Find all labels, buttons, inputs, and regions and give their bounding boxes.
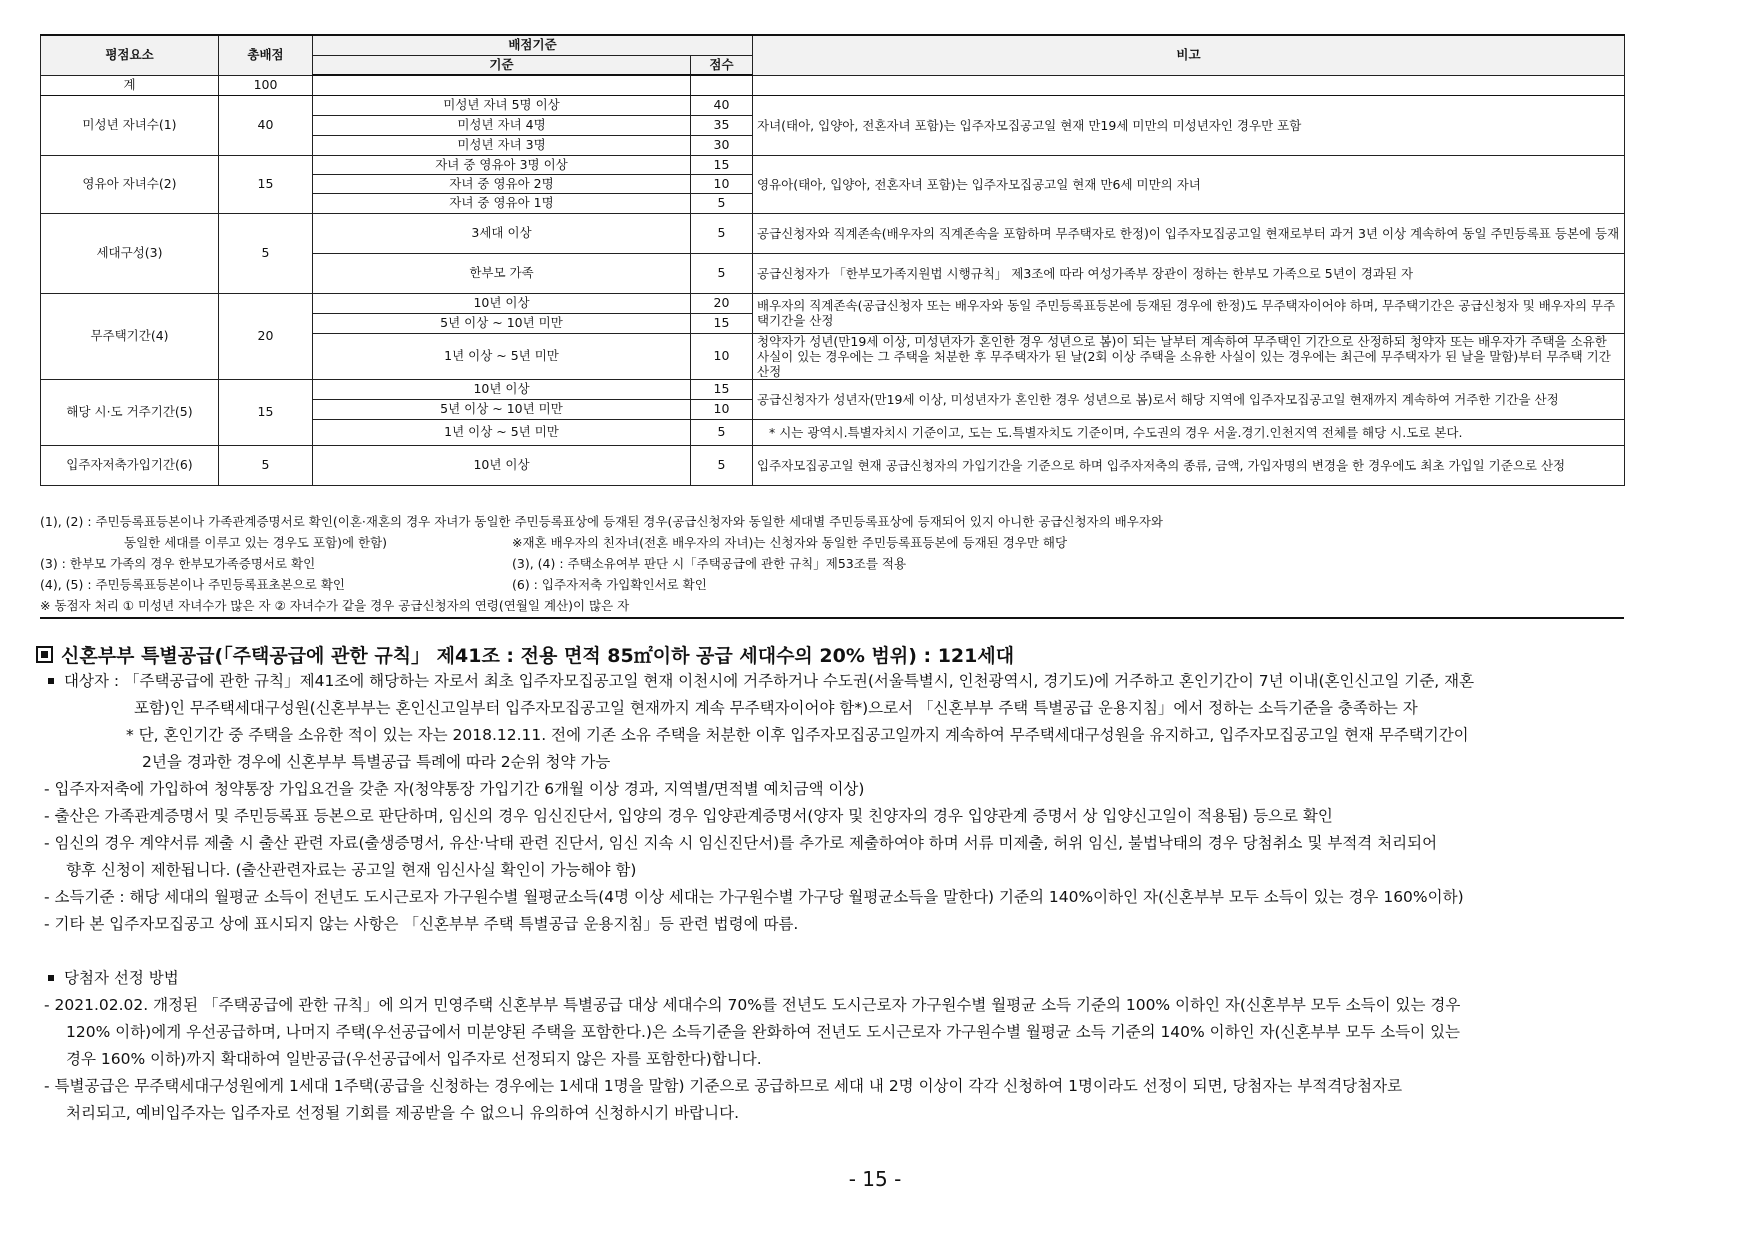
criteria-cell: 10년 이상 — [313, 445, 691, 485]
bullet-birth: - 출산은 가족관계증명서 및 주민등록표 등본으로 판단하며, 임신의 경우 임신진단서, 입양의 경우 입양관계증명서(양자 및 친양자의 경우 입양관계 증명서 상 입양신고일이 적용됨) 등으로 확인 — [44, 807, 1333, 825]
factor-total: 40 — [219, 95, 313, 155]
bullet-savings: - 입주자저축에 가입하여 청약통장 가입요건을 갖춘 자(청약통장 가입기간 6개월 이상 경과, 지역별/면적별 예치금액 이상) — [44, 780, 865, 798]
remark-cell: 자녀(태아, 입양아, 전혼자녀 포함)는 입주자모집공고일 현재 만19세 미만의 미성년자인 경우만 포함 — [753, 95, 1625, 155]
winner-title: 당첨자 선정 방법 — [44, 965, 1684, 992]
remark-cell: 입주자모집공고일 현재 공급신청자의 가입기간을 기준으로 하며 입주자저축의 종류, 금액, 가입자명의 변경을 한 경우에도 최초 가입일 기준으로 산정 — [753, 445, 1625, 485]
total-value: 100 — [219, 75, 313, 95]
footnote-line: (4), (5) : 주민등록표등본이나 주민등록표초본으로 확인 — [40, 577, 345, 592]
factor-cell: 세대구성(3) — [41, 213, 219, 293]
criteria-cell: 1년 이상 ~ 5년 미만 — [313, 419, 691, 445]
criteria-cell: 자녀 중 영유아 2명 — [313, 174, 691, 193]
header-remarks: 비고 — [753, 35, 1625, 75]
header-factor: 평점요소 — [41, 35, 219, 75]
winner-bullet-1-cont: 120% 이하)에게 우선공급하며, 나머지 주택(우선공급에서 미분양된 주택을 포함한다.)은 소득기준을 완화하여 전년도 도시근로자 가구원수별 월평균 소득 기준의 140% 이하인 자(신혼부부 모두 소득이 있는 — [66, 1023, 1461, 1041]
total-label: 계 — [41, 75, 219, 95]
score-cell: 15 — [691, 313, 753, 333]
score-cell: 20 — [691, 293, 753, 313]
factor-cell: 무주택기간(4) — [41, 293, 219, 379]
criteria-cell: 미성년 자녀 4명 — [313, 115, 691, 135]
score-cell: 15 — [691, 155, 753, 174]
factor-cell: 미성년 자녀수(1) — [41, 95, 219, 155]
winner-bullet-2: - 특별공급은 무주택세대구성원에게 1세대 1주택(공급을 신청하는 경우에는 1세대 1명을 말함) 기준으로 공급하므로 세대 내 2명 이상이 각각 신청하여 1명이라도 선정이 되면, 당첨자는 부적격당첨자로 — [44, 1077, 1403, 1095]
remark-cell: * 시는 광역시.특별자치시 기준이고, 도는 도.특별자치도 기준이며, 수도권의 경우 서울.경기.인천지역 전체를 해당 시.도로 본다. — [753, 419, 1625, 445]
footnote-line: (1), (2) : 주민등록표등본이나 가족관계증명서로 확인(이혼·재혼의 경우 자녀가 동일한 주민등록표상에 등재된 경우(공급신청자와 동일한 세대별 주민등록표상에 등재되어 있지 아니한 공급신청자의 배우자와 — [40, 514, 1163, 529]
footnote-line: (3) : 한부모 가족의 경우 한부모가족증명서로 확인 — [40, 556, 316, 571]
criteria-cell: 자녀 중 영유아 3명 이상 — [313, 155, 691, 174]
criteria-cell: 3세대 이상 — [313, 213, 691, 253]
header-score: 점수 — [691, 55, 753, 75]
score-cell: 10 — [691, 333, 753, 379]
header-criteria-group: 배점기준 — [313, 35, 753, 55]
criteria-cell: 10년 이상 — [313, 379, 691, 399]
score-cell: 5 — [691, 213, 753, 253]
criteria-cell: 5년 이상 ~ 10년 미만 — [313, 399, 691, 419]
bullet-other: - 기타 본 입주자모집공고 상에 표시되지 않는 사항은 「신혼부부 주택 특별공급 운용지침」등 관련 법령에 따름. — [44, 915, 799, 933]
target-line-1: 대상자 : 「주택공급에 관한 규칙」제41조에 해당하는 자로서 최초 입주자모집공고일 현재 이천시에 거주하거나 수도권(서울특별시, 인천광역시, 경기도)에 거주하고 혼인기간이 7년 이내(혼인신고일 기준, 재혼 — [44, 668, 1684, 695]
criteria-cell: 5년 이상 ~ 10년 미만 — [313, 313, 691, 333]
criteria-cell: 한부모 가족 — [313, 253, 691, 293]
factor-total: 20 — [219, 293, 313, 379]
criteria-cell: 1년 이상 ~ 5년 미만 — [313, 333, 691, 379]
factor-total: 15 — [219, 155, 313, 213]
footnote-line: (6) : 입주자저축 가입확인서로 확인 — [512, 577, 707, 592]
score-cell: 5 — [691, 193, 753, 213]
small-square-bullet-icon — [48, 975, 54, 981]
score-cell: 40 — [691, 95, 753, 115]
winner-bullet-1-cont: 경우 160% 이하)까지 확대하여 일반공급(우선공급에서 입주자로 선정되지 않은 자를 포함한다)합니다. — [66, 1050, 762, 1068]
score-cell: 5 — [691, 419, 753, 445]
score-cell: 5 — [691, 253, 753, 293]
score-cell: 5 — [691, 445, 753, 485]
target-line-3: * 단, 혼인기간 중 주택을 소유한 적이 있는 자는 2018.12.11. 전에 기존 소유 주택을 처분한 이후 입주자모집공고일까지 계속하여 무주택세대구성원을 유지하고, 입주자모집공고일 현재 무주택기간이 — [126, 726, 1469, 744]
factor-cell: 입주자저축가입기간(6) — [41, 445, 219, 485]
score-cell: 30 — [691, 135, 753, 155]
footnote-line: ※재혼 배우자의 친자녀(전혼 배우자의 자녀)는 신청자와 동일한 주민등록표등본에 등재된 경우만 해당 — [512, 535, 1068, 550]
criteria-cell: 10년 이상 — [313, 293, 691, 313]
scoring-table — [40, 34, 1625, 486]
factor-total: 5 — [219, 445, 313, 485]
target-line-4: 2년을 경과한 경우에 신혼부부 특별공급 특례에 따라 2순위 청약 가능 — [142, 753, 611, 771]
remark-cell: 배우자의 직계존속(공급신청자 또는 배우자와 동일 주민등록표등본에 등재된 경우에 한정)도 무주택자이어야 하며, 무주택기간은 공급신청자 및 배우자의 무주택기간을 산정 — [753, 293, 1625, 333]
criteria-cell: 자녀 중 영유아 1명 — [313, 193, 691, 213]
remark-cell: 영유아(태아, 입양아, 전혼자녀 포함)는 입주자모집공고일 현재 만6세 미만의 자녀 — [753, 155, 1625, 213]
bullet-income: - 소득기준 : 해당 세대의 월평균 소득이 전년도 도시근로자 가구원수별 월평균소득(4명 이상 세대는 가구원수별 가구당 월평균소득을 말한다) 기준의 140%이하인 자(신혼부부 모두 소득이 있는 경우 160%이하) — [44, 888, 1464, 906]
header-total: 총배점 — [219, 35, 313, 75]
winner-bullet-2-cont: 처리되고, 예비입주자는 입주자로 선정될 기회를 제공받을 수 없으니 유의하여 신청하시기 바랍니다. — [66, 1104, 740, 1122]
factor-cell: 영유아 자녀수(2) — [41, 155, 219, 213]
page-number: - 15 - — [848, 1167, 902, 1191]
factor-total: 5 — [219, 213, 313, 293]
header-criteria: 기준 — [313, 55, 691, 75]
footnote-line: 동일한 세대를 이루고 있는 경우도 포함)에 한함) — [124, 535, 388, 550]
bullet-pregnancy: - 임신의 경우 계약서류 제출 시 출산 관련 자료(출생증명서, 유산·낙태 관련 진단서, 임신 지속 시 임신진단서)를 추가로 제출하여야 하며 서류 미제출, 허위 임신, 불법낙태의 경우 당첨취소 및 부적격 처리되어 — [44, 834, 1438, 852]
small-square-bullet-icon — [48, 678, 54, 684]
winner-bullet-1: - 2021.02.02. 개정된 「주택공급에 관한 규칙」에 의거 민영주택 신혼부부 특별공급 대상 세대수의 70%를 전년도 도시근로자 가구원수별 월평균 소득 기준의 100% 이하인 자(신혼부부 모두 소득이 있는 경우 — [44, 996, 1461, 1014]
remark-cell: 공급신청자가 「한부모가족지원법 시행규칙」 제3조에 따라 여성가족부 장관이 정하는 한부모 가족으로 5년이 경과된 자 — [753, 253, 1625, 293]
target-line-2: 포함)인 무주택세대구성원(신혼부부는 혼인신고일부터 입주자모집공고일 현재까지 계속 무주택자이어야 함*)으로서 「신혼부부 주택 특별공급 운용지침」에서 정하는 소득기준을 충족하는 자 — [134, 699, 1418, 717]
criteria-cell: 미성년 자녀 5명 이상 — [313, 95, 691, 115]
remark-cell: 공급신청자가 성년자(만19세 이상, 미성년자가 혼인한 경우 성년으로 봄)로서 해당 지역에 입주자모집공고일 현재까지 계속하여 거주한 기간을 산정 — [753, 379, 1625, 419]
bullet-pregnancy-cont: 향후 신청이 제한됩니다. (출산관련자료는 공고일 현재 임신사실 확인이 가능해야 함) — [66, 861, 637, 879]
score-cell: 35 — [691, 115, 753, 135]
table-footnotes — [40, 511, 1624, 616]
criteria-cell: 미성년 자녀 3명 — [313, 135, 691, 155]
section-title: 신혼부부 특별공급(「주택공급에 관한 규칙」 제41조 : 전용 면적 85㎡이하 공급 세대수의 20% 범위) : 121세대 — [36, 641, 1014, 668]
score-cell: 10 — [691, 174, 753, 193]
square-bullet-icon — [36, 646, 53, 663]
score-cell: 15 — [691, 379, 753, 399]
footnote-line: ※ 동점자 처리 ① 미성년 자녀수가 많은 자 ② 자녀수가 같을 경우 공급신청자의 연령(연월일 계산)이 많은 자 — [40, 598, 630, 613]
factor-cell: 해당 시·도 거주기간(5) — [41, 379, 219, 445]
factor-total: 15 — [219, 379, 313, 445]
footnote-line: (3), (4) : 주택소유여부 판단 시「주택공급에 관한 규칙」제53조를 적용 — [512, 556, 907, 571]
remark-cell: 청약자가 성년(만19세 이상, 미성년자가 혼인한 경우 성년으로 봄)이 되는 날부터 계속하여 무주택인 기간으로 산정하되 청약자 또는 배우자가 주택을 소유한 사실이 있는 경우에는 그 주택을 처분한 후 무주택자가 된 날(2회 이상 주택을 소유한 사실이 있는 경우에는 최근에 무주택자가 된 날을 말함)부터 무주택 기간 산정 — [753, 333, 1625, 379]
footnote-bottom-rule — [40, 617, 1624, 619]
score-cell: 10 — [691, 399, 753, 419]
remark-cell: 공급신청자와 직계존속(배우자의 직계존속을 포함하며 무주택자로 한정)이 입주자모집공고일 현재로부터 과거 3년 이상 계속하여 동일 주민등록표 등본에 등재 — [753, 213, 1625, 253]
